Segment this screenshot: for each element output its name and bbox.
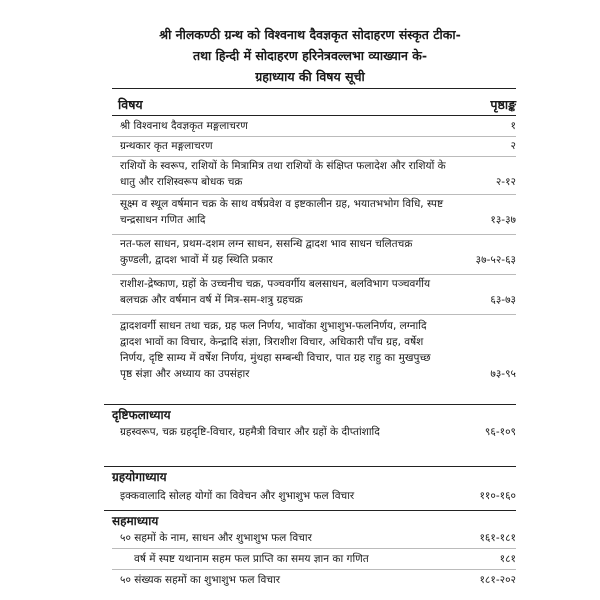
toc-entry [120,276,516,308]
toc-entry [120,196,516,228]
entry-page: १६१-१८१ [479,532,516,544]
section-title: दृष्टिफलाध्याय [112,408,171,422]
entry-page: २-१२ [495,176,516,188]
subject-column-label: विषय [118,97,143,112]
toc-entry [120,551,516,567]
entry-page: ११०-१६० [479,490,516,502]
toc-entry [120,424,516,440]
row-rule [112,156,516,157]
row-rule [112,274,516,275]
entry-text: ५० सहमों के नाम, साधन और शुभाशुभ फल विचार [120,532,312,544]
row-rule [112,136,516,137]
page-column-label: पृष्ठाङ्क [490,97,516,112]
heading-line-3: ग्रहाध्याय की विषय सूची [255,69,365,84]
entry-text: द्वादशवर्गी साधन तथा चक्र, ग्रह फल निर्णय, भावोंका शुभाशुभ-फलनिर्णय, लग्नादि द्वादश भावों का विचार, केन्द्रादि संज्ञा, त्रिराशीश विचार, अधिकारी पाँच ग्रह, वर्षेश निर्णय, दृष्टि साम्य में वर्षेश निर्णय, मुंथहा सम्बन्धी विचार, पात ग्रह राहु का मुखपुच्छ पृष्ठ संज्ञा और अध्याय का उपसंहार [120,320,431,380]
section-title: सहमाध्याय [112,514,159,528]
section-rule [104,404,516,405]
section-rule [104,510,516,511]
entry-page: ७३-९५ [490,368,516,380]
toc-entry [120,138,516,154]
entry-page: २ [510,140,516,152]
entry-page: १३-३७ [490,214,516,226]
entry-page: १ [510,120,516,132]
entry-text: ५० संख्यक सहमों का शुभाशुभ फल विचार [120,574,281,586]
row-rule [112,548,516,549]
toc-entry [120,318,516,382]
entry-page: १८१-२०२ [479,574,516,586]
row-rule [112,314,516,315]
top-rule [112,88,516,89]
toc-entry [120,572,516,588]
row-rule [112,234,516,235]
toc-entry [120,118,516,134]
entry-text: वर्ष में स्पष्ट यथानाम सहम फल प्राप्ति का समय ज्ञान का गणित [134,553,369,565]
section-title: ग्रहयोगाध्याय [112,470,167,484]
toc-entry [120,530,516,546]
row-rule [112,194,516,195]
row-rule [112,569,516,570]
section-rule [104,466,516,467]
entry-text: राशीश-द्रेष्काण, ग्रहों के उच्चनीच चक्र, पञ्चवर्गीय बलसाधन, बलविभाग पञ्चवर्गीय बलचक्र और वर्षमान वर्ष में मित्र-सम-शत्रु ग्रहचक्र [120,278,431,306]
entry-page: १८१ [499,553,516,565]
heading-line-1: श्री नीलकण्ठी ग्रन्थ को विश्वनाथ दैवज्ञकृत सोदाहरण संस्कृत टीका- [159,27,461,42]
entry-text: नत-फल साधन, प्रथम-दशम लग्न साधन, ससन्धि द्वादश भाव साधन चलितचक्र कुण्डली, द्वादश भावों में ग्रह स्थिति प्रकार [120,238,413,266]
toc-entry [120,158,516,190]
heading-line-2: तथा हिन्दी में सोदाहरण हरिनेत्रवल्लभा व्याख्यान के- [192,48,428,63]
entry-text: सूक्ष्म व स्थूल वर्षमान चक्र के साथ वर्षप्रवेश व इष्टकालीन ग्रह, भयातभभोग विधि, स्पष्ट चन्द्रसाधन गणित आदि [120,198,444,226]
document-heading [120,24,500,87]
entry-page: ९६-१०९ [484,426,516,438]
entry-text: श्री विश्वनाथ दैवज्ञकृत मङ्गलाचरण [120,120,248,132]
entry-page: ३७-५२-६३ [475,254,516,266]
entry-text: ग्रहस्वरूप, चक्र ग्रहदृष्टि-विचार, ग्रहमैत्री विचार और ग्रहों के दीप्तांशादि [120,426,380,438]
toc-entry [120,236,516,268]
header-rule [112,115,516,116]
entry-text: ग्रन्थकार कृत मङ्गलाचरण [120,140,213,152]
entry-page: ६३-७३ [490,294,516,306]
toc-entry [120,488,516,504]
entry-text: इक्कवालादि सोलह योगों का विवेचन और शुभाशुभ फल विचार [120,490,355,502]
entry-text: राशियों के स्वरूप, राशियों के मित्रामित्र तथा राशियों के संक्षिप्त फलादेश और राशियों के धातु और राशिस्वरूप बोधक चक्र [120,160,446,188]
